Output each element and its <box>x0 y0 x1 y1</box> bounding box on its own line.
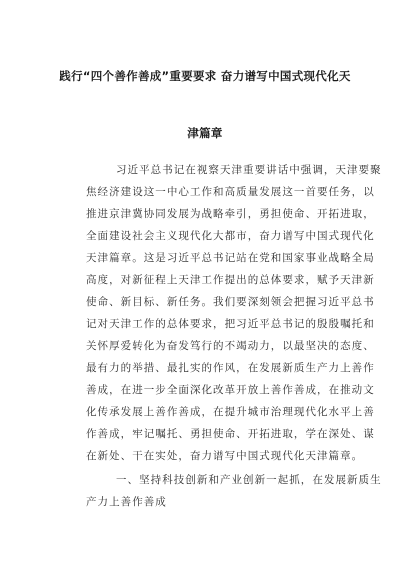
paragraph-1-line: 推进京津冀协同发展为战略牵引，勇担使命、开拓进取， <box>86 208 375 220</box>
paragraph-1-line: 焦经济建设这一中心工作和高质量发展这一首要任务，以 <box>86 186 375 198</box>
paragraph-1-line: 关怀厚爱转化为奋发笃行的不竭动力，以最坚决的态度、 <box>86 340 375 352</box>
paragraph-1-line: 最有力的举措、最扎实的作风，在发展新质生产力上善作 <box>86 362 375 374</box>
document-title-line-2: 津篇章 <box>187 126 223 140</box>
paragraph-1-line: 习近平总书记在视察天津重要讲话中强调，天津要聚 <box>116 164 382 176</box>
paragraph-1-line: 在新处、干在实处，奋力谱写中国式现代化天津篇章。 <box>86 450 364 462</box>
document-title-line-1: 践行“四个善作善成”重要要求 奋力谱写中国式现代化天 <box>59 69 351 83</box>
paragraph-2-line: 产力上善作善成 <box>86 496 167 508</box>
paragraph-1-line: 作善成，牢记嘱托、勇担使命、开拓进取，学在深处、谋 <box>86 428 375 440</box>
paragraph-1-line: 天津篇章。这是习近平总书记站在党和国家事业战略全局 <box>86 252 375 264</box>
paragraph-1-line: 善成，在进一步全面深化改革开放上善作善成，在推动文 <box>86 384 375 396</box>
paragraph-1-line: 高度，对新征程上天津工作提出的总体要求，赋予天津新 <box>86 274 375 286</box>
paragraph-1-line: 使命、新目标、新任务。我们要深刻领会把握习近平总书 <box>86 296 375 308</box>
paragraph-1-line: 化传承发展上善作善成，在提升城市治理现代化水平上善 <box>86 406 375 418</box>
paragraph-1-line: 记对天津工作的总体要求，把习近平总书记的殷殷嘱托和 <box>86 318 375 330</box>
paragraph-2-line: 一、坚持科技创新和产业创新一起抓，在发展新质生 <box>116 474 382 486</box>
paragraph-1-line: 全面建设社会主义现代化大都市，奋力谱写中国式现代化 <box>86 230 375 242</box>
